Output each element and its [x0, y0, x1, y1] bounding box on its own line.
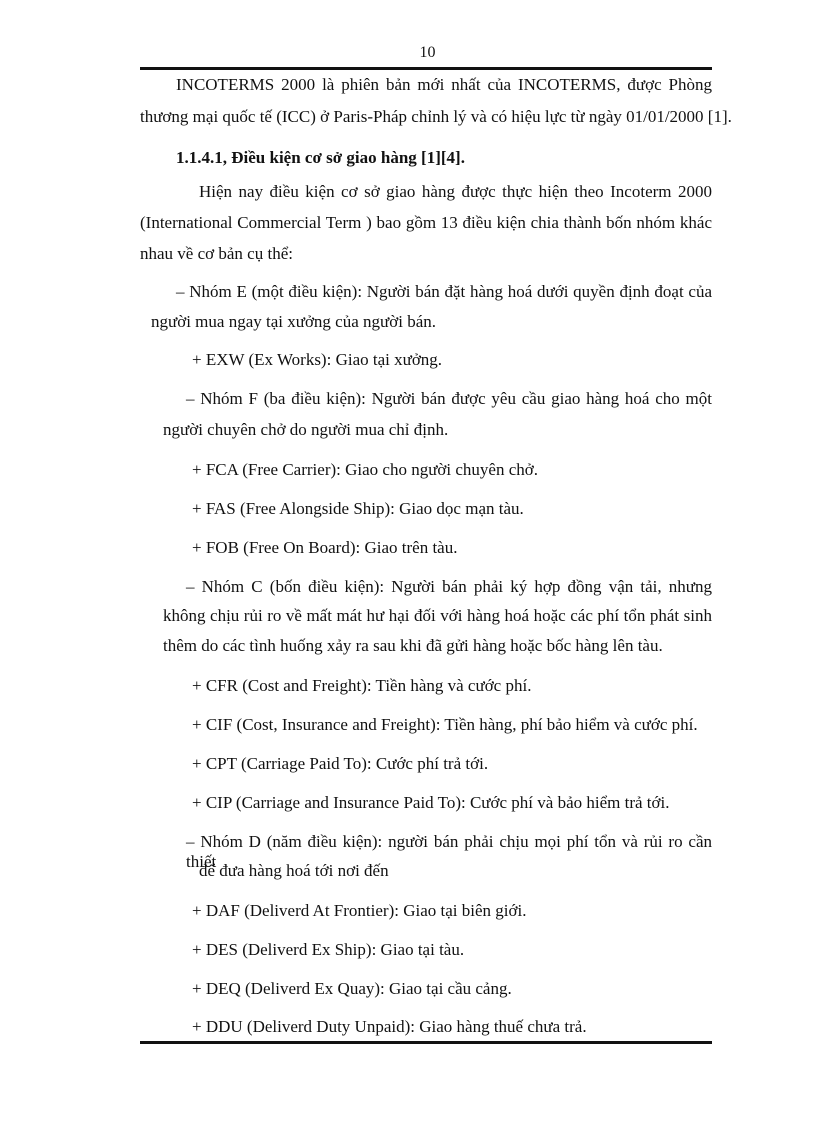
section-heading: 1.1.4.1, Điều kiện cơ sở giao hàng [1][4].	[176, 148, 465, 167]
group-e-line-2: người mua ngay tại xưởng của người bán.	[151, 312, 436, 331]
group-f-line-2: người chuyên chở do người mua chỉ định.	[163, 420, 449, 439]
group-c-line-2: không chịu rủi ro về mất mát hư hại đối với hàng hoá hoặc các phí tổn phát sinh	[163, 606, 712, 625]
list-item: + FCA (Free Carrier): Giao cho người chuyên chở.	[192, 460, 539, 479]
list-item: + FAS (Free Alongside Ship): Giao dọc mạn tàu.	[192, 499, 524, 518]
paragraph-line-2: (International Commercial Term ) bao gồm 13 điều kiện chia thành bốn nhóm khác	[140, 213, 712, 232]
group-c-line-3: thêm do các tình huống xảy ra sau khi đã gửi hàng hoặc bốc hàng lên tàu.	[163, 636, 663, 655]
list-item: + DDU (Deliverd Duty Unpaid): Giao hàng thuế chưa trả.	[192, 1017, 587, 1036]
group-e-line-1: – Nhóm E (một điều kiện): Người bán đặt hàng hoá dưới quyền định đoạt của	[176, 282, 712, 301]
group-c-line-1: – Nhóm C (bốn điều kiện): Người bán phải ký hợp đồng vận tải, nhưng	[186, 577, 712, 596]
page-number: 10	[419, 44, 436, 61]
paragraph-line-1: Hiện nay điều kiện cơ sở giao hàng được thực hiện theo Incoterm 2000	[199, 182, 712, 201]
list-item: + DAF (Deliverd At Frontier): Giao tại biên giới.	[192, 901, 527, 920]
list-item: + CPT (Carriage Paid To): Cước phí trả tới.	[192, 754, 489, 773]
group-d-line-2: để đưa hàng hoá tới nơi đến	[199, 861, 389, 880]
list-item: + CIP (Carriage and Insurance Paid To): Cước phí và bảo hiểm trả tới.	[192, 793, 670, 812]
list-item: + DES (Deliverd Ex Ship): Giao tại tàu.	[192, 940, 465, 959]
intro-line-1: INCOTERMS 2000 là phiên bản mới nhất của INCOTERMS, được Phòng	[176, 75, 712, 94]
list-item: + CIF (Cost, Insurance and Freight): Tiền hàng, phí bảo hiểm và cước phí.	[192, 715, 698, 734]
footer-rule	[140, 1041, 712, 1044]
intro-line-2: thương mại quốc tế (ICC) ở Paris-Pháp chỉnh lý và có hiệu lực từ ngày 01/01/2000 [1].	[140, 107, 732, 126]
header-rule	[140, 67, 712, 70]
list-item: + EXW (Ex Works): Giao tại xưởng.	[192, 350, 443, 369]
list-item: + DEQ (Deliverd Ex Quay): Giao tại cầu cảng.	[192, 979, 512, 998]
list-item: + CFR (Cost and Freight): Tiền hàng và cước phí.	[192, 676, 532, 695]
group-d-line-1: – Nhóm D (năm điều kiện): người bán phải chịu mọi phí tổn và rủi ro cần thiết	[186, 832, 712, 871]
list-item: + FOB (Free On Board): Giao trên tàu.	[192, 538, 458, 557]
group-f-line-1: – Nhóm F (ba điều kiện): Người bán được yêu cầu giao hàng hoá cho một	[186, 389, 712, 408]
paragraph-line-3: nhau về cơ bản cụ thể:	[140, 244, 293, 263]
